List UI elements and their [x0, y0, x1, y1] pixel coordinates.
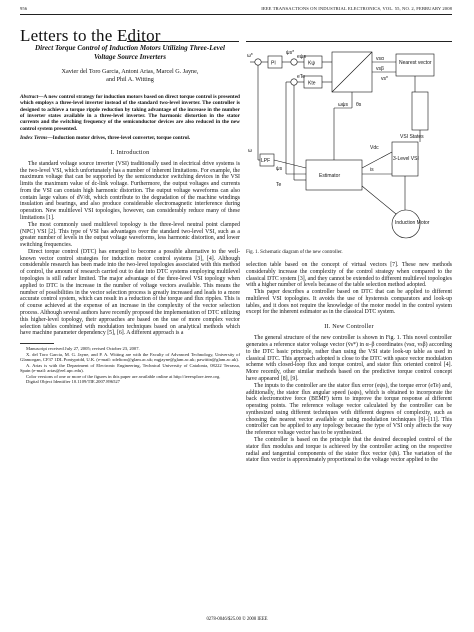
- title-rule: [127, 41, 239, 42]
- kpsi-label: Kψ: [308, 60, 315, 67]
- abstract-label: Abstract: [20, 93, 39, 100]
- kte-label: Kte: [308, 80, 316, 87]
- section-heading-new-controller: II. New Controller: [324, 323, 374, 331]
- authors-line-2: and Phil A. Witting: [106, 75, 154, 83]
- is-label: is: [370, 167, 374, 173]
- vsi-states-label: VSI States: [400, 134, 424, 140]
- psi-label: ψs: [276, 166, 283, 172]
- estimator-label: Estimator: [319, 173, 341, 179]
- right-column: [246, 262, 452, 464]
- footnote: Color versions of one or more of the figures in this paper are available online at http://ieeexplore.ieee.org.: [26, 373, 221, 379]
- paragraph: selection table based on the concept of virtual vectors [7]. These new methods considerably increase the complexity of the control strategy when compared to the classical DTC system [3], and they cannot be extended to different multilevel topologies with a higher number of levels because of the table selection method adopted.: [246, 262, 452, 289]
- te-label: Te: [276, 182, 282, 188]
- vsb-label: vsβ: [376, 66, 384, 72]
- introduction-body: [20, 161, 240, 337]
- new-controller-body: [246, 335, 452, 464]
- section-title: Letters to the Editor: [20, 26, 161, 45]
- page-number: 956: [20, 6, 28, 11]
- right-column-body: [246, 262, 452, 316]
- paper-title: Direct Torque Control of Induction Motors Utilizing Three-Level Voltage Source Inverters: [35, 44, 225, 61]
- paragraph: The inputs to the controller are the stator flux error (eψs), the torque error (eTe) and, additionally, the stator flux angular speed (ωψs), which is obtained to incorporate the back electromotive force (BEMF) term to improve the torque response at different operating points. The reference voltage vector calculated by the controller can be synthesized using different techniques with different degrees of complexity, such as choosing the nearest vector available or using modulation techniques [9]–[11]. This controller can be applied to any topology because the type of VSI only affects the way the reference voltage vector has to be synthesized.: [246, 382, 452, 437]
- section-heading-introduction: I. Introduction: [110, 148, 150, 156]
- vs-ref-label: vs*: [381, 76, 388, 82]
- title-rule-right: [246, 41, 452, 42]
- header-rule: [20, 14, 452, 15]
- controller-schematic-figure: [246, 48, 456, 244]
- left-column: [20, 44, 240, 385]
- paragraph: The standard voltage source inverter (VSI) traditionally used in electrical drive systems is the two-level VSI, which unfortunately has a number of inherent limitations. For example, the maximum voltage that can be supported by the semiconductor switching devices in the VSI limits the maximum value of dc-link voltage. Furthermore, the output voltages and currents from the VSI can contain high harmonic distortion. The output voltage waveforms can also contain large values of dV/dt, which contribute to the degradation of the machine windings insulation and bearings, and also produce considerable electromagnetic interference during operation. New multilevel VSI topologies, however, can considerably reduce many of these limitations [1].: [20, 160, 240, 222]
- index-terms-label: Index Terms: [20, 135, 48, 142]
- omega-ref-label: ω*: [247, 53, 253, 59]
- paragraph: The most commonly used multilevel topology is the three-level neutral point clamped (NPC) VSI [2]. This type of VSI has advantages over the standard two-level VSI, such as a greater number of levels in the output voltage waveforms, less harmonic distortion, and lower switching frequencies.: [20, 221, 240, 249]
- journal-name: IEEE TRANSACTIONS ON INDUSTRIAL ELECTRONICS, VOL. 55, NO. 2, FEBRUARY 2008: [261, 6, 452, 11]
- three-level-vsi-label: 3-Level VSI: [393, 156, 419, 162]
- footnotes: [20, 346, 240, 385]
- footnote: Manuscript received July 27, 2005; revised October 23, 2007.: [26, 346, 140, 352]
- paragraph: This paper describes a controller based on DTC that can be applied to different multilevel VSI topologies. It avoids the use of hysteresis comparators and look-up tables, and it does not require the knowledge of the motor model in the control system except for the inherent estimator as in the classical DTC system.: [246, 289, 452, 316]
- vsa-label: vsα: [376, 56, 384, 62]
- ete-label: eTe: [297, 74, 306, 80]
- footnote: A. Arias is with the Department of Electronic Engineering, Technical University of Catalonia, 08222 Terrassa, Spain (e-mail: arias@eel.upc.edu).: [20, 362, 240, 374]
- paragraph: The controller is based on the principle that the desired decoupled control of the stator flux modulus and torque is achieved by the controller acting on the respective radial and tangential components of the stator flux vector (ψ̄s). The variation of the stator flux vector is approximately proportional to the voltage vector applied to the: [246, 436, 452, 464]
- motor-label: Induction Motor: [395, 220, 430, 226]
- speed-summing-junction: [255, 59, 261, 65]
- index-terms: [20, 135, 240, 141]
- footnote: Digital Object Identifier 10.1109/TIE.2007.896527: [26, 379, 120, 385]
- psi-ref-label: ψs*: [286, 50, 295, 56]
- abstract-text: —A new control strategy for induction motors based on direct torque control is presented which employs a three-level inverter instead of the standard two-level inverter. The controller is designed to achieve a torque ripple reduction by taking advantage of the increase in the number of inverter states available in a three-level inverter. The harmonic distortion in the stator currents and the switching frequency of the semiconductor devices are also reduced in the new control system presented.: [20, 93, 240, 132]
- footnote-rule: [20, 343, 54, 344]
- authors-line-1: Xavier del Toro Garcia, Antoni Arias, Marcel G. Jayne,: [61, 68, 199, 75]
- vdc-label: Vdc: [370, 145, 379, 151]
- figure-caption: Fig. 1. Schematic diagram of the new controller.: [246, 250, 343, 255]
- paragraph: Direct torque control (DTC) has emerged to become a possible alternative to the well-known vector control strategies for induction motor control systems [3], [4]. Although considerable research has been made into the two-level topologies associated with this method of control, the amount of research carried out to date into DTC systems employing multilevel topologies is still rather limited. The major advantage of the three-level VSI topology when applied to DTC is the increase in the number of voltage vectors available. This means the number of possibilities in the vector selection process is greatly increased and leads to a more accurate control system, which can result in a reduction of the torque and flux ripples. This is of course achieved at the expense of an increase in the complexity of the vector selection process. Although several authors have recently proposed the implementation of DTC utilizing this higher-level topology, their approaches are based on the use of more complex vector selection tables combined with modulation techniques based on analytical methods which have machine parameter dependency [5], [6]. A different approach is a: [20, 248, 240, 337]
- omega-label: ω: [248, 148, 252, 154]
- abstract: [20, 94, 240, 133]
- paragraph: The general structure of the new controller is shown in Fig. 1. This novel controller generates a reference stator voltage vector (v̄s*) in α–β coordinates (vsα, vsβ) according to the DTC basic principle, rather than using the VSI state look-up table as used in classical DTC. This approach adopted is close to the DTC with space vector modulation scheme with closed-loop flux and torque control, and stator flux oriented control [4]. More recently, other similar methods based on the predictive torque control concept have appeared [8], [9].: [246, 335, 452, 382]
- eps-label: eψs: [297, 54, 306, 60]
- index-terms-text: —Induction motor drives, three-level converter, torque control.: [47, 135, 191, 142]
- lpf-label: LPF: [261, 158, 271, 164]
- authors: [20, 68, 240, 84]
- pi-label: PI: [271, 60, 276, 67]
- page-footer: 0278-0046/$25.00 © 2008 IEEE: [206, 617, 268, 622]
- theta-label: θs: [356, 102, 362, 108]
- omega-psi-label: ωψs: [338, 102, 348, 108]
- nearest-vector-label: Nearest vector: [399, 60, 432, 66]
- footnote: X. del Toro Garcia, M. G. Jayne, and P. A. Witting are with the Faculty of Advanced Technology, University of Glamorgan, CF37 1DL Pontypridd, U.K. (e-mail: xdeltoro@glam.ac.uk; mgjayne@glam.ac.uk; pawittin@glam.ac.uk).: [20, 351, 240, 363]
- vsi-states-block: [412, 92, 428, 130]
